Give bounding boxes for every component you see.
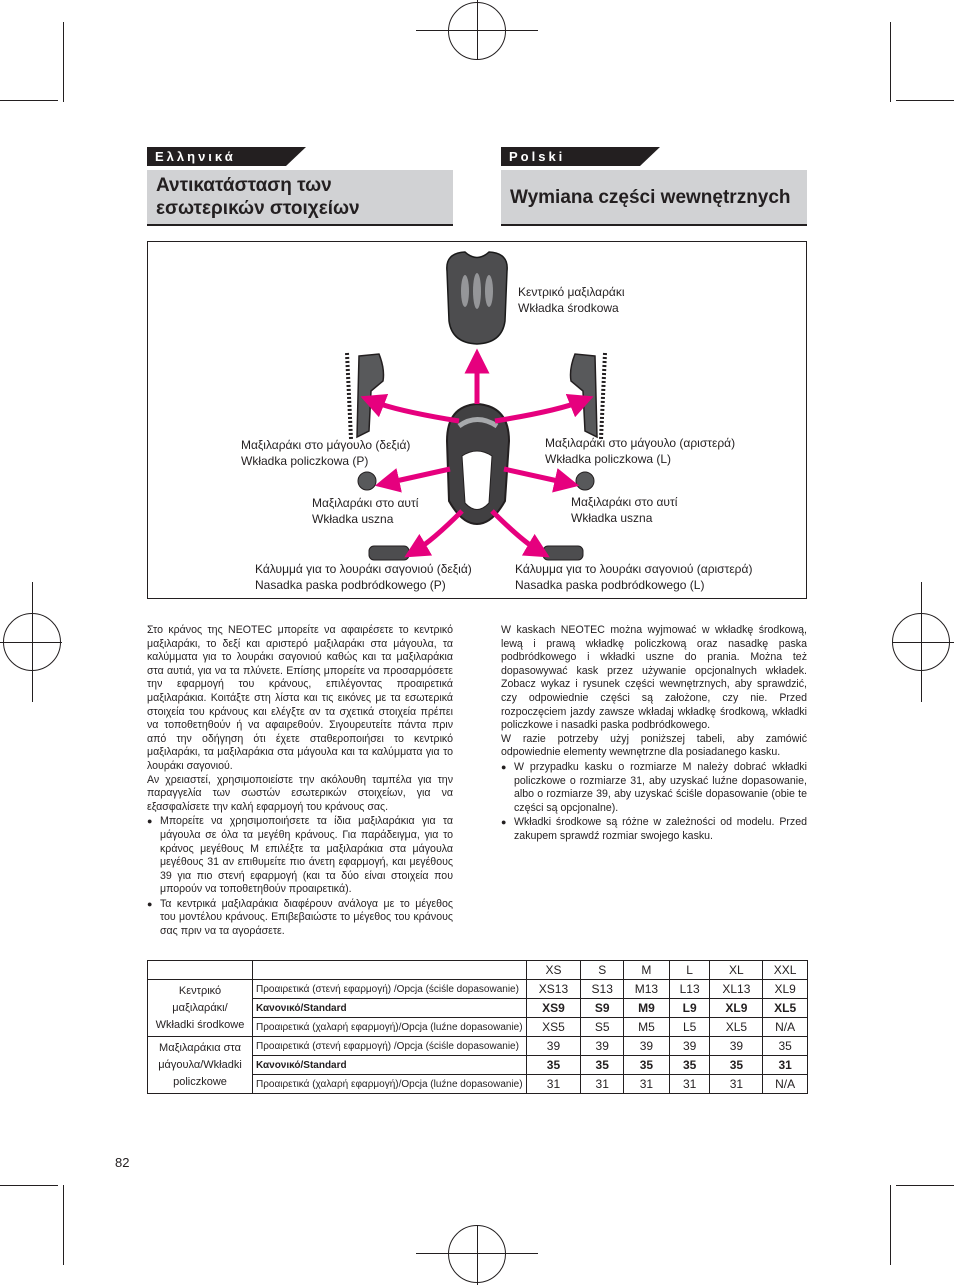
polish-section-title (501, 170, 807, 226)
table-cell: S5 (581, 1018, 624, 1037)
table-cell: N/A (763, 1075, 808, 1094)
polish-body-text (501, 624, 807, 844)
table-cell: L5 (669, 1018, 710, 1037)
table-cell: 35 (581, 1056, 624, 1075)
cheek-pad-group-label (148, 1037, 253, 1094)
table-header-row (148, 961, 808, 980)
chin-left-label (515, 562, 752, 593)
table-cell: L9 (669, 999, 710, 1018)
group1-line2: μαξιλαράκι/ (172, 1001, 228, 1014)
table-cell: 31 (763, 1056, 808, 1075)
table-corner-cell (253, 961, 527, 980)
table-cell: 35 (669, 1056, 710, 1075)
polish-paragraph1: W kaskach NEOTEC można wyjmować w wkładkę środkową, lewą i prawą wkładkę policzkową oraz nasadkę paska podbródkowego i wkładki uszne do prania. Można też dopasowywać kask przez używanie opcjonalnych wkładek. Zobacz wykaz i rysunek części wewnętrznych, aby sprawdzić, czy odpowiednie części są założone, czy nie. Przed rozpoczęciem jazdy zawsze wkładaj wkładkę środkową, wkładki policzkowe i nasadki paska podbródkowego. (501, 624, 807, 732)
table-cell: 39 (624, 1037, 670, 1056)
cheek-left-label (545, 436, 735, 467)
table-cell: N/A (763, 1018, 808, 1037)
table-cell: M9 (624, 999, 670, 1018)
table-cell: XL9 (763, 980, 808, 999)
row-label: Προαιρετικά (χαλαρή εφαρμογή)/Opcja (luźne dopasowanie) (253, 1018, 527, 1037)
chin-right-label-pl: Nasadka paska podbródkowego (P) (255, 577, 446, 592)
greek-bullet1: ● Μπορείτε να χρησιμοποιήσετε τα ίδια μαξιλαράκια για τα μάγουλα σε όλα τα μεγέθη κράνους. Για παράδειγμα, για το κράνος μεγέθους M επιλέξτε τα μαξιλαράκια στα μάγουλα μεγέθους 31 αν επιθυμείτε πιο άνετη εφαρμογή, και μεγέθους 39 για πιο στενή εφαρμογή (και τα δύο είναι στοιχεία που μπορούν να τοποθετηθούν προαιρετικά). (147, 815, 453, 897)
table-cell: XS5 (526, 1018, 581, 1037)
table-row (148, 1037, 808, 1056)
table-cell: XL9 (710, 999, 763, 1018)
ear-left-label-pl: Wkładka uszna (571, 510, 653, 525)
table-cell: S9 (581, 999, 624, 1018)
chin-right-label (255, 562, 472, 593)
table-cell: 39 (581, 1037, 624, 1056)
table-cell: XS9 (526, 999, 581, 1018)
center-pad-group-label (148, 980, 253, 1037)
table-cell: 31 (526, 1075, 581, 1094)
table-header-cell: XS (526, 961, 581, 980)
ear-right-label (312, 496, 418, 527)
table-cell: 31 (710, 1075, 763, 1094)
ear-right-label-pl: Wkładka uszna (312, 511, 394, 526)
group2-line2: μάγουλα/Wkładki (158, 1058, 242, 1071)
table-cell: XL5 (763, 999, 808, 1018)
table-cell: 31 (581, 1075, 624, 1094)
table-header-cell: XXL (763, 961, 808, 980)
greek-title-line2: εσωτερικών στοιχείων (156, 198, 360, 219)
table-header-cell: L (669, 961, 710, 980)
chin-left-label-gr: Κάλυμμα για το λουράκι σαγονιού (αριστερά) (515, 562, 753, 576)
cheek-right-label-gr: Μαξιλαράκι στο μάγουλο (δεξιά) (241, 438, 411, 452)
cheek-left-label-gr: Μαξιλαράκι στο μάγουλο (αριστερά) (545, 436, 736, 450)
row-label: Προαιρετικά (στενή εφαρμογή) /Opcja (ściśle dopasowanie) (253, 980, 527, 999)
greek-section-title (147, 170, 453, 226)
polish-bullet2: ● Wkładki środkowe są różne w zależności od modelu. Przed zakupem sprawdź rozmiar swojego kasku. (501, 816, 807, 843)
row-label: Κανονικό/Standard (253, 1056, 527, 1075)
ear-left-label (571, 495, 677, 526)
ear-left-label-gr: Μαξιλαράκι στο αυτί (571, 495, 678, 509)
polish-paragraph2: W razie potrzeby użyj poniższej tabeli, aby zamówić odpowiednie elementy wewnętrzne dla posiadanego kasku. (501, 732, 807, 759)
row-label: Κανονικό/Standard (253, 999, 527, 1018)
cheek-left-label-pl: Wkładka policzkowa (L) (545, 451, 672, 466)
ear-right-label-gr: Μαξιλαράκι στο αυτί (312, 496, 419, 510)
group2-line3: policzkowe (173, 1075, 227, 1088)
greek-body-text (147, 624, 453, 939)
table-header-cell: XL (710, 961, 763, 980)
chin-left-label-pl: Nasadka paska podbródkowego (L) (515, 577, 705, 592)
polish-language-tab: Polski (501, 147, 640, 166)
table-cell: XL13 (710, 980, 763, 999)
table-cell: 39 (710, 1037, 763, 1056)
group1-line3: Wkładki środkowe (155, 1018, 245, 1031)
table-cell: XL5 (710, 1018, 763, 1037)
page-number: 82 (115, 1155, 130, 1170)
cheek-right-label (241, 438, 410, 469)
size-table (147, 960, 808, 1094)
table-cell: XS13 (526, 980, 581, 999)
table-cell: 39 (669, 1037, 710, 1056)
table-row (148, 980, 808, 999)
center-pad-label-pl: Wkładka środkowa (518, 300, 619, 315)
table-corner-cell (148, 961, 253, 980)
table-cell: 35 (710, 1056, 763, 1075)
polish-title: Wymiana części wewnętrznych (510, 186, 791, 208)
table-cell: 31 (624, 1075, 670, 1094)
table-cell: 35 (763, 1037, 808, 1056)
row-label: Προαιρετικά (στενή εφαρμογή) /Opcja (ściśle dopasowanie) (253, 1037, 527, 1056)
table-cell: M13 (624, 980, 670, 999)
center-pad-label (518, 285, 625, 316)
helmet-parts-illustration (147, 241, 807, 599)
row-label: Προαιρετικά (χαλαρή εφαρμογή)/Opcja (luźne dopasowanie) (253, 1075, 527, 1094)
group1-line1: Κεντρικό (178, 984, 222, 997)
table-cell: 35 (526, 1056, 581, 1075)
cheek-right-label-pl: Wkładka policzkowa (P) (241, 453, 369, 468)
table-cell: 39 (526, 1037, 581, 1056)
greek-title-line1: Αντικατάσταση των (156, 175, 332, 196)
greek-language-tab: Ελληνικά (147, 147, 286, 166)
table-header-cell: S (581, 961, 624, 980)
greek-paragraph2: Αν χρειαστεί, χρησιμοποιείστε την ακόλουθη ταμπέλα για την παραγγελία των σωστών εσωτερικών στοιχείων, για να εξασφαλίσετε την καλή εφαρμογή του κράνους σας. (147, 773, 453, 813)
greek-bullet2: ● Τα κεντρικά μαξιλαράκια διαφέρουν ανάλογα με το μέγεθος του μοντέλου κράνους. Επιβεβαιώστε το μέγεθος του κράνους σας πριν να τα αγοράσετε. (147, 898, 453, 939)
polish-bullet1: ● W przypadku kasku o rozmiarze M należy dobrać wkładki policzkowe o rozmiarze 31, aby uzyskać luźne dopasowanie, albo o rozmiarze 39, aby uzyskać ściśle dopasowanie (obie te części są opcjonalne). (501, 761, 807, 815)
table-cell: 31 (669, 1075, 710, 1094)
table-cell: S13 (581, 980, 624, 999)
table-cell: 35 (624, 1056, 670, 1075)
table-cell: M5 (624, 1018, 670, 1037)
greek-paragraph1: Στο κράνος της NEOTEC μπορείτε να αφαιρέσετε το κεντρικό μαξιλαράκι, το δεξί και αριστερό μαξιλαράκι στα μάγουλα, τα καλύμματα για το λουράκι σαγονιού καθώς και τα μαξιλαράκια στα αυτιά, για να τα πλύνετε. Επίσης μπορείτε να προσαρμόσετε την εφαρμογή του κράνους, επιλέγοντας προαιρετικά μαξιλαράκια. Κοιτάξτε στη λίστα και τις εικόνες με τα εσωτερικά στοιχεία του κράνους και ελέγξτε αν τα σχετικά στοιχεία πρέπει να τοποθετηθούν ή να αφαιρεθούν. Σιγουρευτείτε πάντα πριν από την οδήγηση ότι έχετε σταθεροποιήσει το κεντρικό μαξιλαράκι, τα μαξιλαράκια στα μάγουλα και τα καλύμματα για το λουράκι σαγονιού. (147, 624, 453, 772)
chin-right-label-gr: Κάλυμμά για το λουράκι σαγονιού (δεξιά) (255, 562, 472, 576)
table-cell: L13 (669, 980, 710, 999)
group2-line1: Μαξιλαράκια στα (159, 1041, 241, 1054)
center-pad-label-gr: Κεντρικό μαξιλαράκι (518, 285, 625, 299)
helmet-parts-figure (147, 241, 807, 599)
table-header-cell: M (624, 961, 670, 980)
